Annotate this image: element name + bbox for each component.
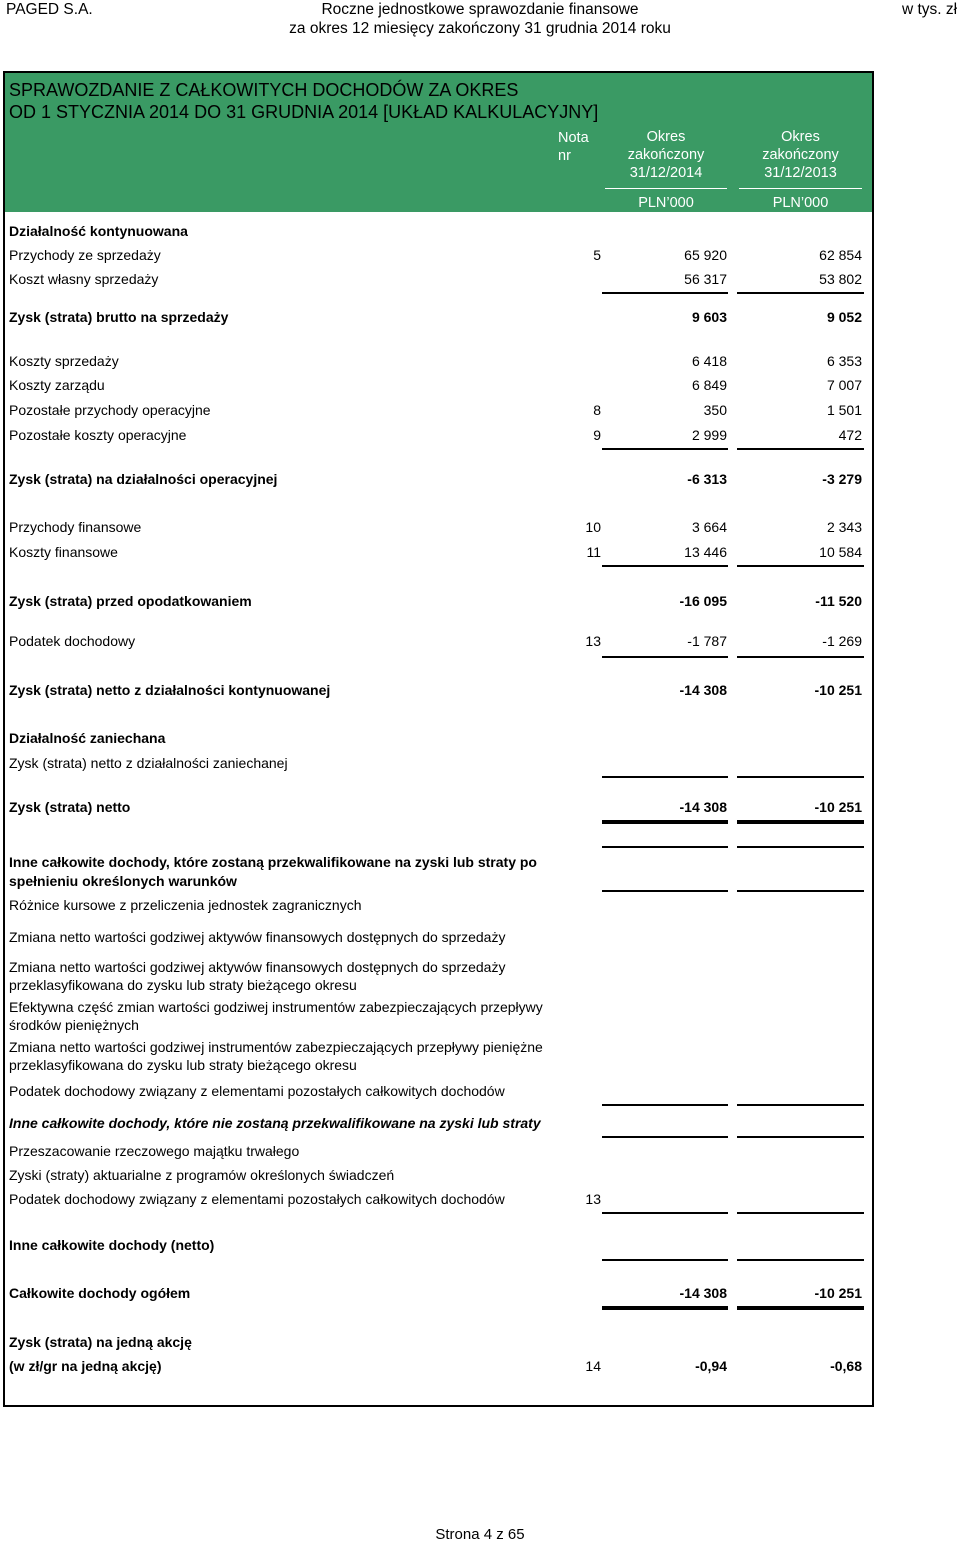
col-2013-header-line1: Okres xyxy=(781,129,820,145)
row-value-2013: -10 251 xyxy=(814,799,862,815)
col-2014-header-line3: 31/12/2014 xyxy=(629,165,703,181)
row-value-2013: -10 251 xyxy=(814,1285,862,1301)
col-2014-header-rule xyxy=(605,188,727,189)
note-col-header-line1: Nota xyxy=(558,130,589,146)
row-value-2013: 6 353 xyxy=(826,353,862,369)
page-number: Strona 4 z 65 xyxy=(435,1526,525,1543)
row-label: Zysk (strata) na jedną akcję xyxy=(9,1334,192,1350)
row-label: Zmiana netto wartości godziwej aktywów finansowych dostępnych do sprzedaży xyxy=(9,959,506,975)
total-rule xyxy=(737,820,864,824)
subtotal-rule xyxy=(602,1212,728,1214)
row-value-2013: 2 343 xyxy=(826,519,862,535)
table-row xyxy=(5,542,872,562)
row-value-2013: 472 xyxy=(838,427,862,443)
row-note: 10 xyxy=(585,519,601,535)
statement-title-line2: OD 1 STYCZNIA 2014 DO 31 GRUDNIA 2014 [UKŁAD KALKULACYJNY] xyxy=(9,102,599,122)
section-rule xyxy=(737,846,864,848)
section-rule xyxy=(737,890,864,892)
row-label: Zysk (strata) przed opodatkowaniem xyxy=(9,593,252,609)
table-row xyxy=(5,1165,872,1185)
row-label: Zyski (straty) aktuarialne z programów określonych świadczeń xyxy=(9,1167,395,1183)
row-note: 14 xyxy=(585,1358,601,1374)
row-value-2013: 1 501 xyxy=(826,402,862,418)
row-label: Zmiana netto wartości godziwej instrumentów zabezpieczających przepływy pieniężne xyxy=(9,1039,543,1055)
row-note: 13 xyxy=(585,633,601,649)
row-label: Różnice kursowe z przeliczenia jednostek zagranicznych xyxy=(9,897,362,913)
row-value-2013: 9 052 xyxy=(826,309,862,325)
row-label: Całkowite dochody ogółem xyxy=(9,1285,191,1301)
table-row xyxy=(5,245,872,265)
table-row xyxy=(5,517,872,537)
row-value-2014: -0,94 xyxy=(695,1358,727,1374)
note-col-header-line2: nr xyxy=(558,148,571,164)
row-label: Koszt własny sprzedaży xyxy=(9,271,159,287)
table-row xyxy=(5,351,872,371)
subtotal-rule xyxy=(737,1259,864,1261)
row-label: Pozostałe przychody operacyjne xyxy=(9,402,211,418)
section-rule xyxy=(602,846,728,848)
row-value-2014: -14 308 xyxy=(679,1285,727,1301)
statement-table xyxy=(3,71,874,1407)
row-value-2013: -0,68 xyxy=(830,1358,862,1374)
statement-banner xyxy=(5,73,872,212)
row-label: Przeszacowanie rzeczowego majątku trwałego xyxy=(9,1143,300,1159)
row-label: Inne całkowite dochody, które nie zostaną przekwalifikowane na zyski lub straty xyxy=(9,1115,541,1131)
row-value-2013: -1 269 xyxy=(822,633,862,649)
row-value-2013: -11 520 xyxy=(815,593,862,609)
row-value-2014: 350 xyxy=(703,402,727,418)
row-value-2014: 2 999 xyxy=(691,427,727,443)
table-row xyxy=(5,1037,872,1057)
row-value-2014: -14 308 xyxy=(679,682,727,698)
table-row xyxy=(5,957,872,977)
table-row xyxy=(5,1356,872,1376)
table-row xyxy=(5,680,872,700)
row-value-2014: 6 849 xyxy=(691,377,727,393)
row-value-2014: 3 664 xyxy=(691,519,727,535)
row-label: Przychody ze sprzedaży xyxy=(9,247,161,263)
company-name: PAGED S.A. xyxy=(6,1,93,18)
row-value-2014: -1 787 xyxy=(687,633,727,649)
table-row xyxy=(5,1015,872,1035)
table-row xyxy=(5,797,872,817)
row-value-2014: -14 308 xyxy=(679,799,727,815)
row-value-2013: 10 584 xyxy=(819,544,862,560)
row-value-2014: -6 313 xyxy=(687,471,727,487)
section-rule xyxy=(602,1104,728,1106)
section-rule xyxy=(602,890,728,892)
table-row xyxy=(5,1055,872,1075)
total-rule xyxy=(737,1306,864,1310)
section-rule xyxy=(737,1136,864,1138)
col-2013-header-rule xyxy=(739,188,862,189)
statement-title-line1: SPRAWOZDANIE Z CAŁKOWITYCH DOCHODÓW ZA OKRES xyxy=(9,80,519,100)
subtotal-rule xyxy=(737,656,864,658)
col-2013-unit: PLN’000 xyxy=(772,195,829,211)
row-label: Inne całkowite dochody, które zostaną przekwalifikowane na zyski lub straty po xyxy=(9,854,537,870)
table-row xyxy=(5,871,872,891)
table-row xyxy=(5,895,872,915)
table-row xyxy=(5,591,872,611)
table-row xyxy=(5,1235,872,1255)
table-row xyxy=(5,975,872,995)
table-row xyxy=(5,927,872,947)
row-label: Pozostałe koszty operacyjne xyxy=(9,427,187,443)
row-label: Efektywna część zmian wartości godziwej instrumentów zabezpieczających przepływy xyxy=(9,999,543,1015)
row-value-2013: 7 007 xyxy=(826,377,862,393)
col-2014-header-line2: zakończony xyxy=(627,147,705,163)
subtotal-rule xyxy=(602,1259,728,1261)
table-row xyxy=(5,1113,872,1133)
subtotal-rule xyxy=(602,776,728,778)
row-value-2014: -16 095 xyxy=(679,593,727,609)
row-label: środków pieniężnych xyxy=(9,1017,139,1033)
row-label: Zmiana netto wartości godziwej aktywów finansowych dostępnych do sprzedaży xyxy=(9,929,506,945)
col-2013-header-line2: zakończony xyxy=(762,147,839,163)
row-label: Koszty zarządu xyxy=(9,377,105,393)
row-value-2014: 56 317 xyxy=(684,271,727,287)
table-row xyxy=(5,852,872,872)
col-2014-unit: PLN’000 xyxy=(638,195,694,211)
total-rule xyxy=(602,1306,728,1310)
row-label: Podatek dochodowy xyxy=(9,633,136,649)
report-subtitle: za okres 12 miesięcy zakończony 31 grudnia 2014 roku xyxy=(289,20,671,37)
row-label: Działalność zaniechana xyxy=(9,730,166,746)
row-label: (w zł/gr na jedną akcję) xyxy=(9,1358,162,1374)
subtotal-rule xyxy=(737,292,864,294)
row-label: przeklasyfikowana do zysku lub straty bieżącego okresu xyxy=(9,977,357,993)
row-label: spełnieniu określonych warunków xyxy=(9,873,237,889)
col-2014-header-line1: Okres xyxy=(646,129,686,145)
row-value-2013: -10 251 xyxy=(814,682,862,698)
row-label: Zysk (strata) netto xyxy=(9,799,131,815)
row-label: przeklasyfikowana do zysku lub straty bieżącego okresu xyxy=(9,1057,357,1073)
report-title: Roczne jednostkowe sprawozdanie finansowe xyxy=(321,1,639,18)
subtotal-rule xyxy=(602,448,728,450)
row-value-2014: 65 920 xyxy=(684,247,727,263)
table-row xyxy=(5,375,872,395)
subtotal-rule xyxy=(602,292,728,294)
total-rule xyxy=(602,820,728,824)
section-rule xyxy=(602,1136,728,1138)
row-label: Inne całkowite dochody (netto) xyxy=(9,1237,215,1253)
col-2013-header xyxy=(739,128,862,182)
subtotal-rule xyxy=(737,448,864,450)
col-2014-header xyxy=(605,128,727,182)
section-rule xyxy=(737,1104,864,1106)
row-value-2014: 13 446 xyxy=(684,544,727,560)
currency-unit: w tys. zł xyxy=(902,1,958,18)
row-note: 5 xyxy=(593,247,601,263)
table-row xyxy=(5,1332,872,1352)
row-label: Przychody finansowe xyxy=(9,519,142,535)
row-label: Zysk (strata) netto z działalności kontynuowanej xyxy=(9,682,331,698)
subtotal-rule xyxy=(737,565,864,567)
table-row xyxy=(5,469,872,489)
table-row xyxy=(5,1081,872,1101)
table-row xyxy=(5,307,872,327)
table-row xyxy=(5,400,872,420)
row-label: Zysk (strata) na działalności operacyjnej xyxy=(9,471,278,487)
row-label: Zysk (strata) brutto na sprzedaży xyxy=(9,309,229,325)
subtotal-rule xyxy=(737,776,864,778)
note-col-header xyxy=(558,129,604,165)
subtotal-rule xyxy=(737,1212,864,1214)
table-row xyxy=(5,221,872,241)
row-label: Podatek dochodowy związany z elementami pozostałych całkowitych dochodów xyxy=(9,1083,505,1099)
table-row xyxy=(5,269,872,289)
row-label: Podatek dochodowy związany z elementami pozostałych całkowitych dochodów xyxy=(9,1191,505,1207)
row-note: 13 xyxy=(585,1191,601,1207)
table-row xyxy=(5,728,872,748)
subtotal-rule xyxy=(602,656,728,658)
table-row xyxy=(5,1141,872,1161)
table-row xyxy=(5,997,872,1017)
row-value-2013: 62 854 xyxy=(819,247,862,263)
row-label: Zysk (strata) netto z działalności zaniechanej xyxy=(9,755,288,771)
row-label: Koszty sprzedaży xyxy=(9,353,119,369)
row-value-2014: 9 603 xyxy=(691,309,727,325)
col-2013-header-line3: 31/12/2013 xyxy=(764,165,837,181)
table-row xyxy=(5,1189,872,1209)
subtotal-rule xyxy=(602,565,728,567)
row-value-2014: 6 418 xyxy=(691,353,727,369)
row-value-2013: 53 802 xyxy=(819,271,862,287)
row-note: 11 xyxy=(586,544,601,560)
table-row xyxy=(5,425,872,445)
row-note: 9 xyxy=(593,427,601,443)
row-label: Koszty finansowe xyxy=(9,544,118,560)
table-row xyxy=(5,631,872,651)
row-label: Działalność kontynuowana xyxy=(9,223,188,239)
table-row xyxy=(5,753,872,773)
row-value-2013: -3 279 xyxy=(822,471,862,487)
row-note: 8 xyxy=(593,402,601,418)
table-row xyxy=(5,1283,872,1303)
